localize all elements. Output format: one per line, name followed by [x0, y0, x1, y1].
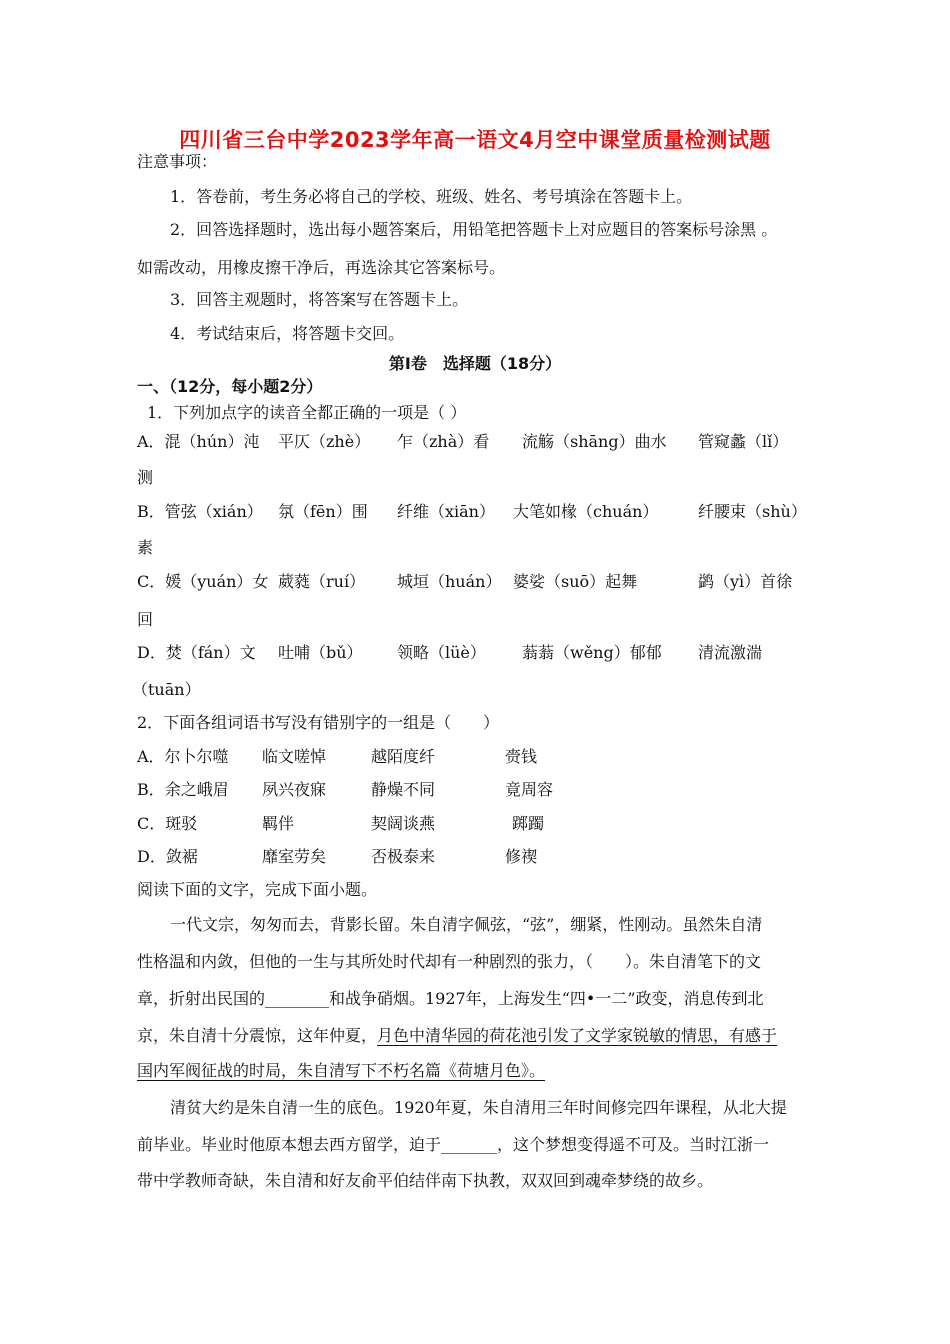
passage-p2-line1: 清贫大约是朱自清一生的底色。1920年夏，朱自清用三年时间修完四年课程，从北大提 — [170, 1098, 787, 1117]
q2-b-1: B．余之峨眉 — [137, 780, 229, 799]
q2-c-1: C．斑驳 — [137, 814, 198, 833]
q1-b-wrap: 素 — [137, 538, 154, 557]
q2-stem: 2．下面各组词语书写没有错别字的一组是（ ） — [137, 713, 500, 732]
q1-c-4: 婆娑（suō）起舞 — [513, 572, 638, 591]
q1-c-2: 葳蕤（ruí） — [278, 572, 366, 591]
q2-c-2: 羁伴 — [262, 814, 295, 833]
q1-a-5: 管窥蠡（lǐ） — [698, 432, 789, 451]
q2-d-2: 靡室劳矣 — [262, 847, 327, 866]
passage-p2-line2: 前毕业。毕业时他原本想去西方留学，迫于_______，这个梦想变得遥不可及。当时江浙一 — [137, 1135, 770, 1154]
q1-b-2: 氛（fēn）围 — [278, 502, 368, 521]
q1-c-5: 鹢（yì）首徐 — [698, 572, 793, 591]
q2-a-2: 临文嗟悼 — [262, 747, 327, 766]
q1-a-4: 流觞（shāng）曲水 — [522, 432, 667, 451]
q2-d-4: 修禊 — [505, 847, 538, 866]
q1-a-wrap: 测 — [137, 468, 154, 487]
q1-a-3: 乍（zhà）看 — [397, 432, 490, 451]
passage-p1-line5 — [137, 1061, 545, 1081]
q1-b-5: 纤腰束（shù） — [698, 502, 807, 521]
q1-d-2: 吐哺（bǔ） — [278, 643, 363, 662]
passage-p1-line4-text: 京，朱自清十分震惊，这年仲夏， — [137, 1026, 378, 1045]
exam-title: 四川省三台中学2023学年高一语文4月空中课堂质量检测试题 — [179, 128, 771, 152]
q2-b-3: 静燥不同 — [371, 780, 436, 799]
section1-heading: 一、（12分，每小题2分） — [137, 377, 323, 396]
passage-p2-line3: 带中学教师奇缺，朱自清和好友俞平伯结伴南下执教，双双回到魂牵梦绕的故乡。 — [137, 1171, 714, 1190]
notice-item-2: 2．回答选择题时，选出每小题答案后，用铅笔把答题卡上对应题目的答案标号涂黑 。 — [170, 220, 778, 239]
q1-c-1: C．媛（yuán）女 — [137, 572, 269, 591]
reading-intro: 阅读下面的文字，完成下面小题。 — [137, 880, 378, 899]
q1-d-5: 清流激湍 — [698, 643, 763, 662]
q1-stem: 1．下列加点字的读音全都正确的一项是（ ） — [147, 403, 467, 422]
q1-d-wrap: （tuān） — [132, 680, 201, 699]
q1-b-4: 大笔如椽（chuán） — [513, 502, 659, 521]
q1-d-3: 领略（lüè） — [397, 643, 486, 662]
notice-item-2-cont: 如需改动，用橡皮擦干净后，再选涂其它答案标号。 — [137, 258, 506, 277]
underlined-sentence-cont: 国内军阀征战的时局，朱自清写下不朽名篇《荷塘月色》。 — [137, 1061, 546, 1080]
q1-a-1: A．混（hún）沌 — [137, 432, 260, 451]
q2-a-4: 赍钱 — [505, 747, 538, 766]
q2-d-3: 否极泰来 — [371, 847, 436, 866]
q2-a-1: A．尔卜尔噬 — [137, 747, 229, 766]
passage-p1-line4 — [137, 1026, 777, 1046]
q2-c-3: 契阔谈燕 — [371, 814, 436, 833]
q1-b-1: B．管弦（xián） — [137, 502, 263, 521]
q1-d-1: D．焚（fán）文 — [137, 643, 256, 662]
q1-b-3: 纤维（xiān） — [397, 502, 495, 521]
passage-p1-line1: 一代文宗，匆匆而去，背影长留。朱自清字佩弦，“弦”，绷紧，性刚动。虽然朱自清 — [170, 915, 763, 934]
q1-c-wrap: 回 — [137, 610, 154, 629]
q2-b-2: 夙兴夜寐 — [262, 780, 327, 799]
notice-item-4: 4．考试结束后，将答题卡交回。 — [170, 324, 405, 343]
q2-d-1: D．敛裾 — [137, 847, 198, 866]
passage-p1-line3: 章，折射出民国的________和战争硝烟。1927年，上海发生“四•一二”政变，消息传到北 — [137, 989, 764, 1008]
q2-c-4: 踯躅 — [512, 814, 545, 833]
q1-d-4: 蓊蓊（wěng）郁郁 — [522, 643, 662, 662]
notice-item-3: 3．回答主观题时，将答案写在答题卡上。 — [170, 290, 469, 309]
q2-b-4: 竟周容 — [505, 780, 554, 799]
notice-heading: 注意事项： — [137, 152, 218, 171]
notice-item-1: 1．答卷前，考生务必将自己的学校、班级、姓名、考号填涂在答题卡上。 — [170, 187, 693, 206]
part1-heading: 第Ⅰ卷 选择题（18分） — [388, 354, 562, 373]
underlined-sentence: 月色中清华园的荷花池引发了文学家锐敏的情思，有感于 — [377, 1026, 778, 1045]
passage-p1-line2: 性格温和内敛，但他的一生与其所处时代却有一种剧烈的张力，（ ）。朱自清笔下的文 — [137, 952, 762, 971]
q1-a-2: 平仄（zhè） — [278, 432, 371, 451]
q1-c-3: 城垣（huán） — [397, 572, 502, 591]
q2-a-3: 越陌度纤 — [371, 747, 436, 766]
